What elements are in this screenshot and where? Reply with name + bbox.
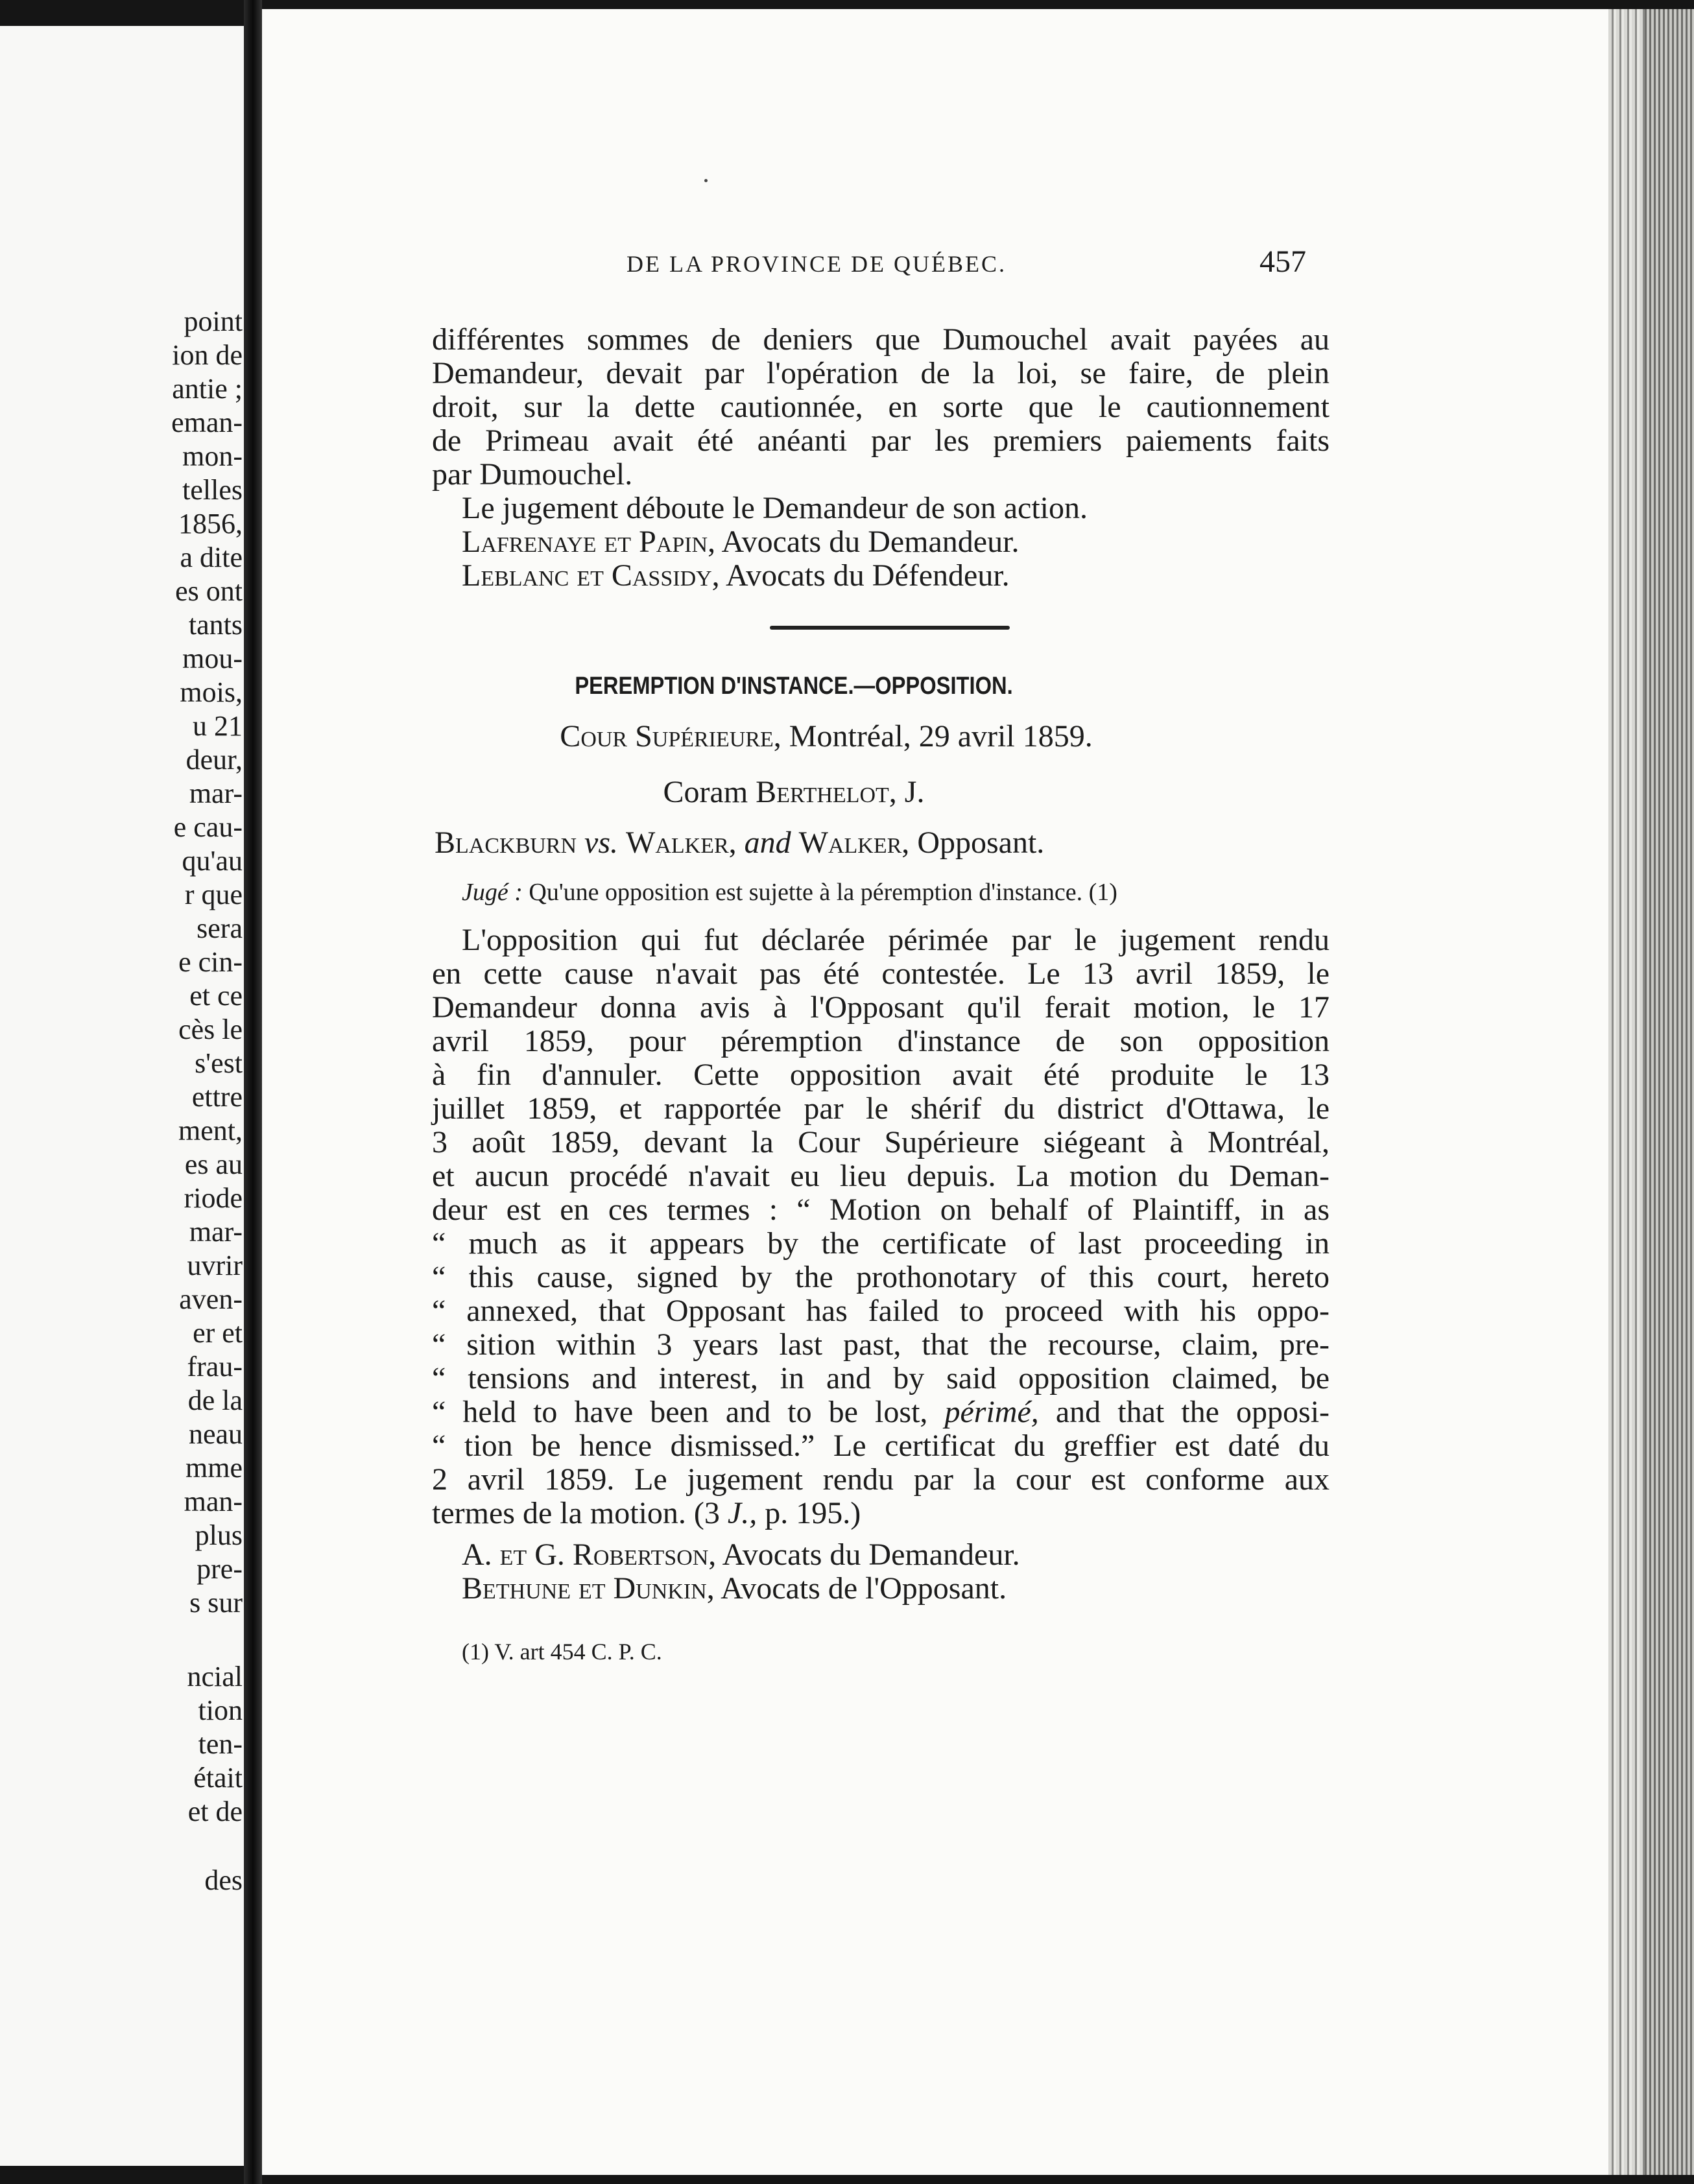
left-page-fragment: ment, bbox=[178, 1115, 243, 1146]
counsel-names: Bethune et Dunkin, bbox=[462, 1571, 715, 1606]
body-line-11: “ this cause, signed by the prothonotary of this court, hereto bbox=[432, 1260, 1330, 1294]
parties-line bbox=[435, 825, 1044, 861]
left-page-fragment: qu'au bbox=[182, 845, 243, 877]
body-line-2: en cette cause n'avait pas été contestée. Le 13 avril 1859, le bbox=[432, 956, 1330, 991]
left-page-fragment: e cau- bbox=[173, 811, 243, 843]
coram-suffix: J. bbox=[904, 775, 925, 809]
body-line-7: 3 août 1859, devant la Cour Supérieure siégeant à Montréal, bbox=[432, 1125, 1330, 1159]
left-page-fragment: et de bbox=[187, 1796, 243, 1827]
left-page-fragment: eman- bbox=[171, 407, 243, 438]
left-page-fragment: riode bbox=[184, 1182, 243, 1214]
footnote: (1) V. art 454 C. P. C. bbox=[462, 1639, 662, 1665]
left-page-fragment: aven- bbox=[179, 1283, 243, 1315]
body-text: and that the opposi- bbox=[1055, 1395, 1330, 1429]
running-head: DE LA PROVINCE DE QUÉBEC. bbox=[626, 251, 1007, 277]
left-page-fragment: er et bbox=[193, 1317, 243, 1349]
prev-judgment: Le jugement déboute le Demandeur de son action. bbox=[462, 491, 1088, 525]
body-line-6: juillet 1859, et rapportée par le shérif du district d'Ottawa, le bbox=[432, 1091, 1330, 1126]
left-page-fragment: neau bbox=[188, 1418, 243, 1450]
body-line-4: avril 1859, pour péremption d'instance de son opposition bbox=[432, 1024, 1330, 1058]
left-page-fragment: es au bbox=[184, 1148, 243, 1180]
body-line-3: Demandeur donna avis à l'Opposant qu'il ferait motion, le 17 bbox=[432, 990, 1330, 1025]
counsel-role: Avocats du Demandeur. bbox=[722, 1537, 1020, 1572]
left-page-fragment: sera bbox=[197, 912, 243, 944]
left-page-fragment: r que bbox=[184, 879, 243, 910]
left-page-fragment: ettre bbox=[191, 1081, 243, 1113]
left-page-fragment: telles bbox=[182, 474, 243, 506]
left-page-fragment: 1856, bbox=[178, 508, 243, 540]
counsel-names: Lafrenaye et Papin, bbox=[462, 525, 716, 559]
body-line-13: “ sition within 3 years last past, that the recourse, claim, pre- bbox=[432, 1327, 1330, 1362]
body-line-15 bbox=[432, 1395, 1330, 1429]
case-title: PEREMPTION D'INSTANCE.—OPPOSITION. bbox=[575, 672, 1013, 700]
body-line-9: deur est en ces termes : “ Motion on behalf of Plaintiff, in as bbox=[432, 1193, 1330, 1227]
left-page-fragment: était bbox=[193, 1762, 243, 1794]
left-page-fragment: u 21 bbox=[193, 710, 243, 742]
left-page-fragment: a dite bbox=[180, 541, 243, 573]
left-page-fragment: s sur bbox=[189, 1587, 243, 1619]
page-457 bbox=[262, 9, 1608, 2175]
body-line-17: 2 avril 1859. Le jugement rendu par la cour est conforme aux bbox=[432, 1462, 1330, 1497]
prev-line-1: différentes sommes de deniers que Dumouchel avait payées au bbox=[432, 322, 1330, 357]
left-page-fragment: des bbox=[204, 1864, 243, 1896]
left-page-fragment: mou- bbox=[182, 643, 243, 674]
body-line-18 bbox=[432, 1497, 861, 1530]
body-line-5: à fin d'annuler. Cette opposition avait été produite le 13 bbox=[432, 1058, 1330, 1092]
left-page-fragment: point bbox=[184, 305, 243, 337]
left-page-fragment: plus bbox=[195, 1519, 243, 1551]
opposant-role: Opposant. bbox=[917, 825, 1045, 860]
body-line-10: “ much as it appears by the certificate of last proceeding in bbox=[432, 1226, 1330, 1261]
facing-page-left bbox=[0, 26, 244, 2166]
left-page-fragment: mar- bbox=[189, 777, 243, 809]
left-page-fragment: man- bbox=[184, 1486, 243, 1517]
counsel-names: A. et G. Robertson, bbox=[462, 1537, 717, 1572]
counsel-plaintiff bbox=[462, 1538, 1020, 1572]
headnote bbox=[462, 878, 1117, 907]
left-page-fragment: mme bbox=[185, 1452, 243, 1484]
left-page-fragment: e cin- bbox=[178, 946, 243, 978]
page-number: 457 bbox=[1259, 244, 1306, 279]
italic-term: J., bbox=[727, 1496, 758, 1530]
left-page-fragment: frau- bbox=[187, 1351, 243, 1383]
prev-line-3: droit, sur la dette cautionnée, en sorte que le cautionnement bbox=[432, 390, 1330, 424]
section-divider bbox=[770, 626, 1010, 630]
prev-counsel-plaintiff bbox=[462, 525, 1019, 559]
prev-line-4: de Primeau avait été anéanti par les premiers paiements faits bbox=[432, 423, 1330, 458]
body-text: p. 195.) bbox=[765, 1496, 861, 1530]
left-page-fragment: uvrir bbox=[187, 1250, 243, 1281]
counsel-opposant bbox=[462, 1572, 1007, 1606]
and-word: and bbox=[744, 825, 791, 860]
left-page-fragment: pre- bbox=[197, 1553, 243, 1585]
counsel-role: Avocats de l'Opposant. bbox=[721, 1571, 1007, 1606]
versus: vs. bbox=[584, 825, 619, 860]
juge-text: Qu'une opposition est sujette à la péremption d'instance. (1) bbox=[529, 879, 1117, 906]
court-name: Cour Supérieure, bbox=[560, 719, 781, 754]
counsel-role: Avocats du Demandeur. bbox=[721, 525, 1020, 559]
left-page-fragment: s'est bbox=[195, 1047, 243, 1079]
court-line bbox=[489, 718, 1163, 754]
body-line-1: L'opposition qui fut déclarée périmée par le jugement rendu bbox=[462, 923, 1330, 957]
prev-counsel-defendant bbox=[462, 559, 1010, 593]
coram-line bbox=[457, 774, 1131, 810]
italic-term: périmé, bbox=[944, 1395, 1039, 1429]
body-line-16: “ tion be hence dismissed.” Le certificat du greffier est daté du bbox=[432, 1429, 1330, 1463]
ink-speck bbox=[704, 179, 708, 182]
left-page-fragment: et ce bbox=[189, 980, 243, 1012]
left-page-fragment: ten- bbox=[198, 1728, 243, 1760]
plaintiff-name: Blackburn bbox=[435, 825, 577, 860]
body-line-14: “ tensions and interest, in and by said opposition claimed, be bbox=[432, 1361, 1330, 1395]
left-page-fragment: es ont bbox=[175, 575, 243, 607]
left-page-fragment: ion de bbox=[172, 339, 243, 371]
body-line-12: “ annexed, that Opposant has failed to proceed with his oppo- bbox=[432, 1294, 1330, 1328]
left-page-fragment: cès le bbox=[178, 1014, 243, 1045]
left-page-fragment: antie ; bbox=[172, 373, 243, 405]
book-gutter bbox=[244, 0, 262, 2184]
left-page-fragment: ncial bbox=[187, 1661, 243, 1692]
court-place-date: Montréal, 29 avril 1859. bbox=[789, 719, 1093, 754]
coram-prefix: Coram bbox=[663, 775, 748, 809]
left-page-fragment: tants bbox=[188, 609, 243, 641]
prev-line-5: par Dumouchel. bbox=[432, 457, 633, 492]
left-page-fragment: deur, bbox=[185, 744, 243, 776]
body-line-8: et aucun procédé n'avait eu lieu depuis. La motion du Deman- bbox=[432, 1159, 1330, 1193]
judge-name: Berthelot, bbox=[756, 775, 897, 809]
page-stack-edge bbox=[1608, 9, 1694, 2175]
left-page-fragment: mar- bbox=[189, 1216, 243, 1248]
left-page-fragment: mois, bbox=[180, 676, 243, 708]
juge-label: Jugé : bbox=[462, 879, 523, 906]
defendant-name: Walker, bbox=[626, 825, 737, 860]
counsel-names: Leblanc et Cassidy, bbox=[462, 558, 720, 593]
counsel-role: Avocats du Défendeur. bbox=[726, 558, 1010, 593]
body-text: termes de la motion. (3 bbox=[432, 1496, 720, 1530]
left-page-fragment: de la bbox=[187, 1384, 243, 1416]
left-page-fragment: mon- bbox=[182, 440, 243, 472]
opposant-name: Walker, bbox=[798, 825, 910, 860]
prev-line-2: Demandeur, devait par l'opération de la loi, se faire, de plein bbox=[432, 356, 1330, 390]
body-text: “ held to have been and to be lost, bbox=[432, 1395, 928, 1429]
left-page-fragment: tion bbox=[198, 1694, 243, 1726]
